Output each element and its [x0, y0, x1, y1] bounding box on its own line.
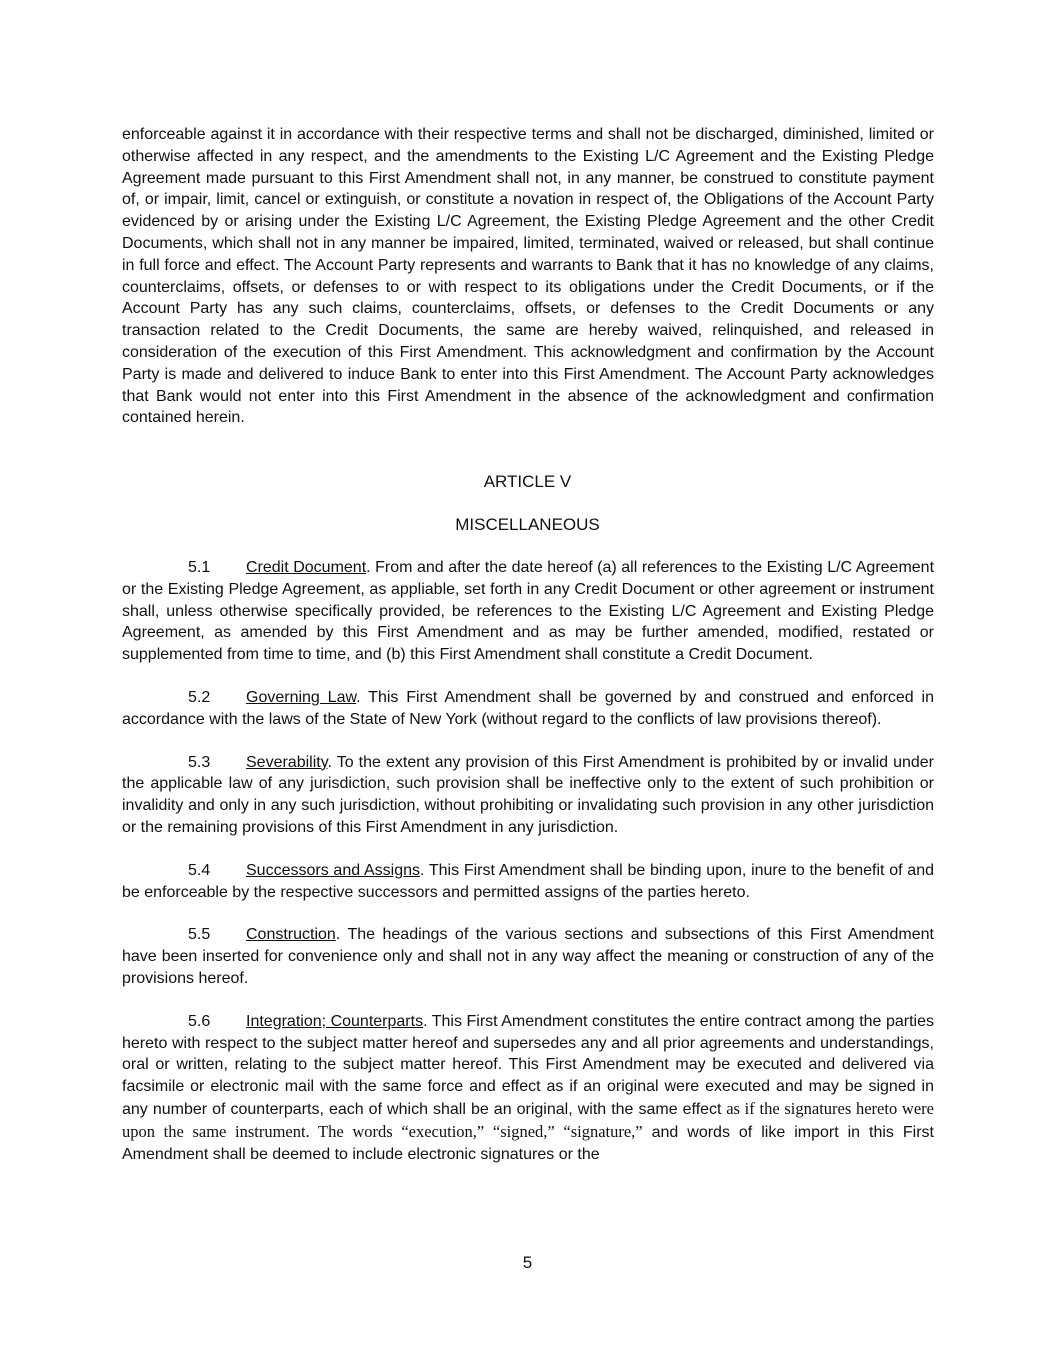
- section-text: . This First Amendment shall be binding upon, inure to the benefit of and be enforceable by the respective successors and permitted assigns of the parties hereto.: [122, 861, 934, 901]
- section-text: . This First Amendment shall be governed by and construed and enforced in accordance with the laws of the State of New York (without regard to the conflicts of law provisions thereof).: [122, 688, 935, 728]
- section-text: . This First Amendment constitutes the entire contract among the parties hereto with respect to the subject matter hereof and supersedes any and all prior agreements and understandings, oral or written, relating to the subject matter hereof. This First Amendment may be executed and delivered via facsimile or electronic mail with the same force and effect as if an original were executed and may be signed in any number of counterparts, each of which shall be an original, with the same effect: [122, 1012, 935, 1118]
- section-number: 5.6: [188, 1012, 211, 1030]
- section-5-4: [122, 860, 934, 904]
- article-subheading: MISCELLANEOUS: [455, 515, 600, 534]
- article-heading: ARTICLE V: [483, 472, 572, 491]
- section-title: Integration; Counterparts: [246, 1012, 424, 1030]
- section-text-serif: as if the signatures hereto were upon the same instrument. The words “execution,” “signed,” “signature,”: [122, 1098, 934, 1141]
- section-text-tail: and words of like import in this First Amendment shall be deemed to include electronic signatures or the: [122, 1123, 934, 1163]
- section-title: Credit Document: [246, 559, 367, 576]
- section-5-5: [122, 924, 934, 989]
- section-title: Successors and Assigns: [246, 861, 420, 879]
- page-number: 5: [522, 1253, 533, 1272]
- section-title: Construction: [246, 926, 336, 944]
- section-text: . From and after the date hereof (a) all references to the Existing L/C Agreement or the Existing Pledge Agreement, as appliable, set forth in any Credit Document or other agreement or instrument shall, unless otherwise specifically provided, be references to the Existing L/C Agreement and Existing Pledge Agreement, as amended by this First Amendment and as may be further amended, modified, restated or supplemented from time to time, and (b) this First Amendment shall constitute a Credit Document.: [122, 559, 935, 664]
- section-number: 5.4: [188, 861, 211, 879]
- section-number: 5.5: [188, 926, 211, 944]
- section-5-1: [122, 557, 934, 666]
- section-title: Governing Law: [246, 688, 357, 706]
- section-number: 5.1: [188, 559, 211, 576]
- sections-list: [122, 557, 934, 1186]
- section-text: . To the extent any provision of this First Amendment is prohibited by or invalid under the applicable law of any jurisdiction, such provision shall be ineffective only to the extent of such prohibition or invalidity and only in any such jurisdiction, without prohibiting or invalidating such provision in any other jurisdiction or the remaining provisions of this First Amendment in any jurisdiction.: [122, 753, 934, 836]
- section-title: Severability: [246, 753, 328, 771]
- opening-paragraph-block: [122, 124, 934, 429]
- section-text: . The headings of the various sections and subsections of this First Amendment have been inserted for convenience only and shall not in any way affect the meaning or construction of any of the provisions hereof.: [122, 926, 934, 987]
- section-5-3: [122, 752, 934, 839]
- section-number: 5.3: [188, 753, 211, 771]
- opening-paragraph: enforceable against it in accordance with their respective terms and shall not be discharged, diminished, limited or otherwise affected in any respect, and the amendments to the Existing L/C Agreement and the Existing Pledge Agreement made pursuant to this First Amendment shall not, in any manner, be construed to constitute payment of, or impair, limit, cancel or extinguish, or constitute a novation in respect of, the Obligations of the Account Party evidenced by or arising under the Existing L/C Agreement, the Existing Pledge Agreement and the other Credit Documents, which shall not in any manner be impaired, limited, terminated, waived or released, but shall continue in full force and effect. The Account Party represents and warrants to Bank that it has no knowledge of any claims, counterclaims, offsets, or defenses to or with respect to its obligations under the Credit Documents, or if the Account Party has any such claims, counterclaims, offsets, or defenses to the Credit Documents or any transaction related to the Credit Documents, the same are hereby waived, relinquished, and released in consideration of the execution of this First Amendment. This acknowledgment and confirmation by the Account Party is made and delivered to induce Bank to enter into this First Amendment. The Account Party acknowledges that Bank would not enter into this First Amendment in the absence of the acknowledgment and confirmation contained herein.: [122, 126, 934, 427]
- section-number: 5.2: [188, 688, 211, 706]
- section-5-6: [122, 1011, 934, 1166]
- section-5-2: [122, 687, 934, 731]
